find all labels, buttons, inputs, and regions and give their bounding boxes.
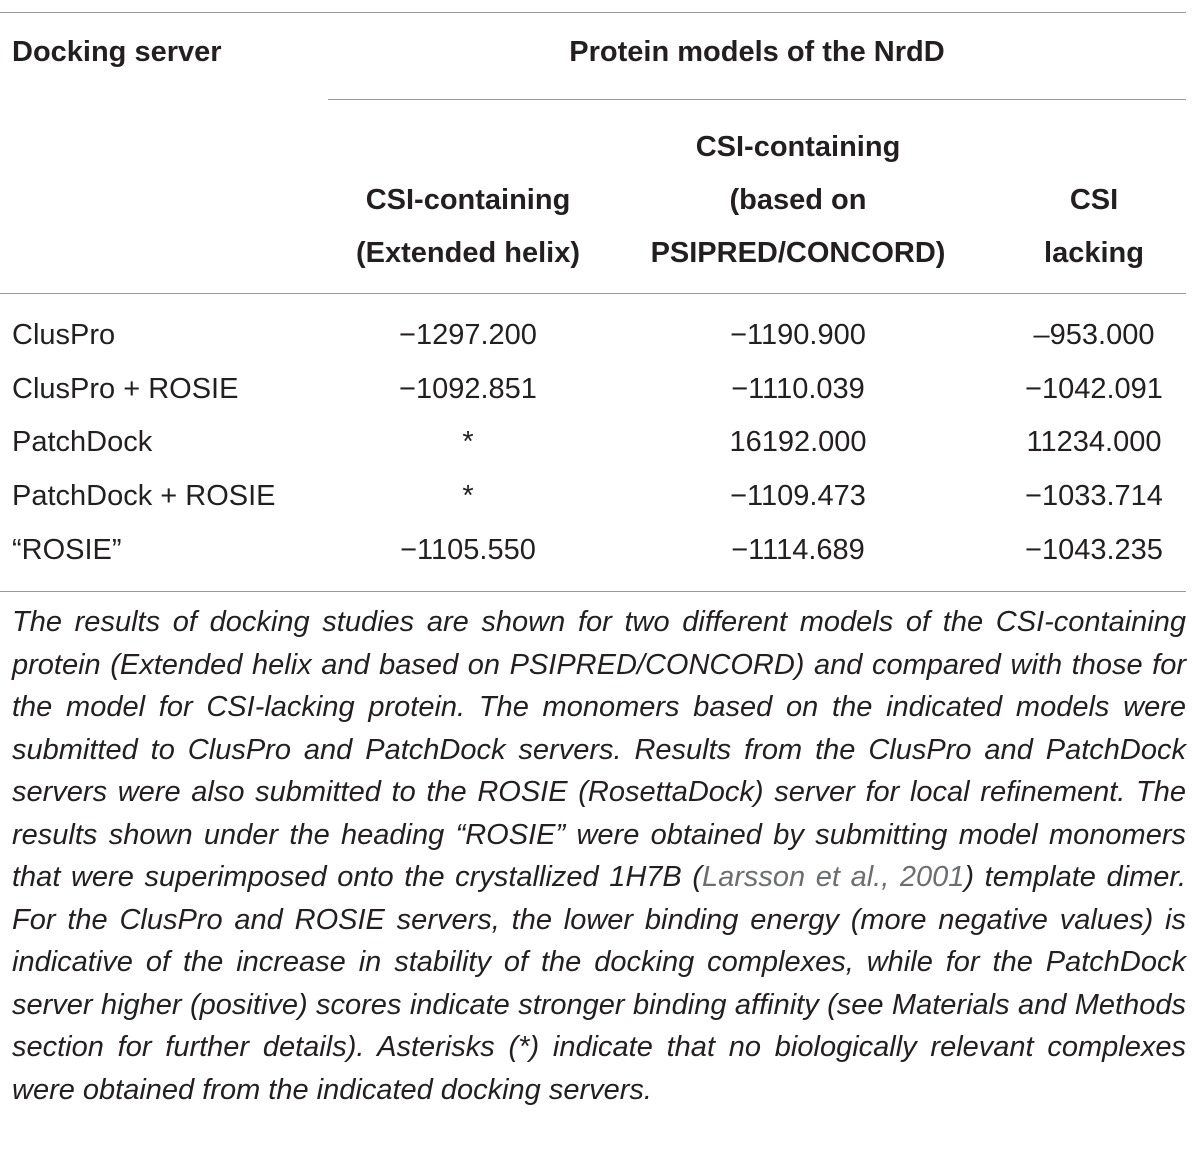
table-cell: −1110.039 <box>731 373 865 405</box>
table-cell: −1109.473 <box>730 480 866 512</box>
table-cell: –953.000 <box>1033 319 1155 351</box>
table-cell: 16192.000 <box>729 426 867 458</box>
table-bottom-rule <box>0 591 1186 592</box>
table-cell: −1105.550 <box>400 534 536 566</box>
table-cell: −1042.091 <box>1025 373 1163 405</box>
table-cell: −1043.235 <box>1025 534 1163 566</box>
footnote-text-after: ) template dimer. For the ClusPro and ROSIE servers, the lower binding energy (more negative values) is indicative of the increase in stability of the docking complexes, while for the PatchDock server higher (positive) scores indicate stronger binding affinity (see Materials and Methods section for further details). Asterisks (*) indicate that no biologically relevant complexes were obtained from the indicated docking servers. <box>12 861 1186 1106</box>
table-row-label: PatchDock <box>12 426 153 458</box>
header-csi-containing-extended: CSI-containing (Extended helix) <box>356 184 580 269</box>
header-bottom-rule <box>0 293 1186 294</box>
table-cell: −1297.200 <box>399 319 537 351</box>
header-csi-containing-psipred: CSI-containing (based on PSIPRED/CONCORD) <box>650 131 946 269</box>
table-row-label: PatchDock + ROSIE <box>12 480 276 512</box>
header-docking-server: Docking server <box>12 36 222 68</box>
table-row-label: ClusPro <box>12 319 116 351</box>
footnote-text-before: The results of docking studies are shown for two different models of the CSI-containing protein (Extended helix and based on PSIPRED/CONCORD) and compared with those for the model for CSI-lacking protein. The monomers based on the indicated models were submitted to ClusPro and PatchDock servers. Results from the ClusPro and PatchDock servers were also submitted to the ROSIE (RosettaDock) server for local refinement. The results shown under the heading “ROSIE” were obtained by submitting model monomers that were superimposed onto the crystallized 1H7B ( <box>12 606 1186 893</box>
reference-link[interactable]: Larsson et al., 2001 <box>702 861 965 893</box>
table-cell: * <box>462 426 474 458</box>
table-cell: −1033.714 <box>1025 480 1163 512</box>
table-footnote <box>12 601 1186 1111</box>
table-cell: −1190.900 <box>730 319 866 351</box>
table-top-rule <box>0 12 1186 13</box>
table-cell: * <box>462 480 474 512</box>
table-cell: −1114.689 <box>731 534 865 566</box>
table-cell: −1092.851 <box>399 373 537 405</box>
header-protein-models: Protein models of the NrdD <box>569 36 945 68</box>
table-row-label: ClusPro + ROSIE <box>12 373 239 405</box>
table-cell: 11234.000 <box>1026 426 1162 458</box>
header-csi-lacking: CSI lacking <box>1044 184 1144 269</box>
header-group-rule <box>328 99 1186 100</box>
table-row-label: “ROSIE” <box>12 534 122 566</box>
